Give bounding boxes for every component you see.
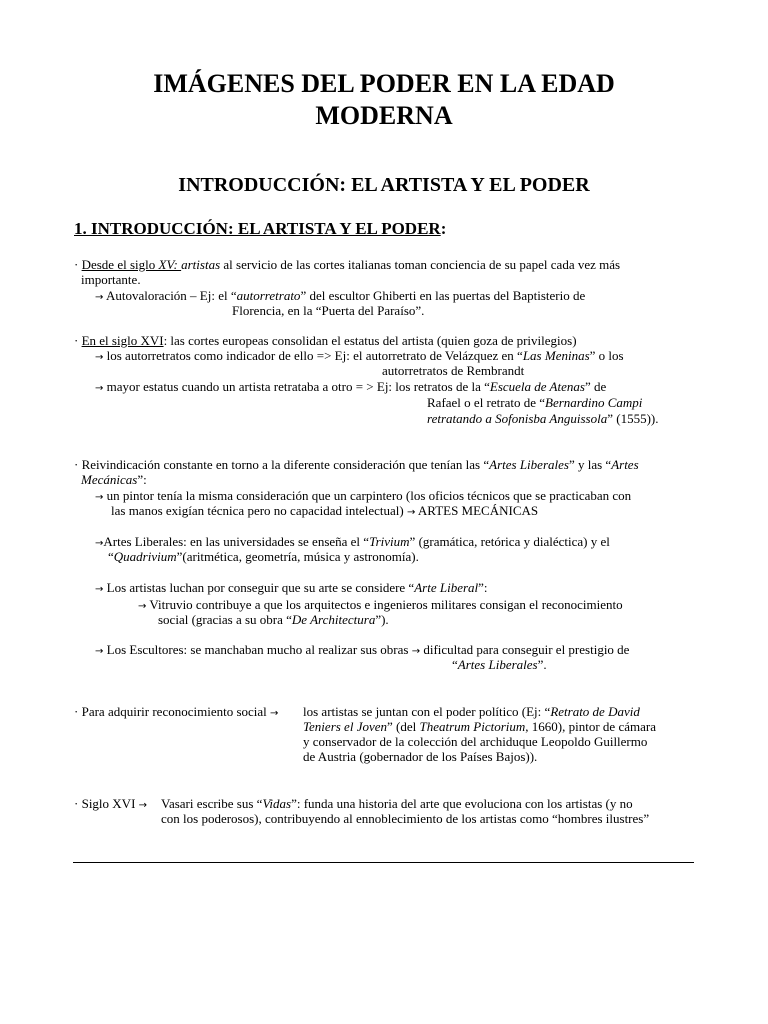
body-text: Reivindicación constante en torno a la diferente consideración que tenían las “ (81, 457, 490, 472)
italic-text: Quadrivium (113, 549, 177, 564)
body-text: Vitruvio contribuye a que los arquitectos e ingenieros militares consigan el reconocimiento (149, 597, 623, 612)
body-text: los artistas se juntan con el poder político (Ej: “ (303, 704, 551, 719)
horizontal-rule (73, 862, 694, 863)
body-text: un pintor tenía la misma consideración que un carpintero (los oficios técnicos que se practicaban con (106, 488, 632, 503)
paragraph-3-sub1-cont (111, 503, 538, 520)
underlined-text: Desde el siglo (81, 257, 159, 272)
paragraph-2-sub2-cont1 (427, 395, 642, 410)
arrow-icon: → (95, 584, 104, 595)
italic-text: artistas (181, 257, 221, 272)
body-text: los autorretratos como indicador de ello => Ej: el autorretrato de Velázquez en “ (106, 348, 523, 363)
bullet-mark: · (74, 457, 79, 472)
italic-text: Vidas (262, 796, 292, 811)
body-text: , 1660), pintor de cámara (525, 719, 656, 734)
paragraph-4-line4: de Austria (gobernador de los Países Bajos)). (303, 749, 538, 764)
italic-text: Bernardino Campi (545, 395, 643, 410)
paragraph-3-line1 (74, 457, 639, 472)
body-text: ”(aritmética, geometría, música y astronomía). (176, 549, 419, 564)
italic-text: Trivium (369, 534, 410, 549)
italic-text: Mecánicas (81, 472, 138, 487)
paragraph-2-sub1-cont: autorretratos de Rembrandt (382, 363, 525, 378)
underlined-text: En el siglo XVI (81, 333, 164, 348)
bullet-mark: · (74, 704, 79, 719)
italic-text: Artes Liberales (489, 457, 569, 472)
underlined-italic-text: XV: (158, 257, 182, 272)
paragraph-3-sub3 (95, 580, 488, 597)
document-title-line2: MODERNA (315, 101, 453, 130)
section-heading-colon: : (440, 219, 447, 238)
document-title-line1: IMÁGENES DEL PODER EN LA EDAD (153, 69, 615, 98)
body-text: ” del escultor Ghiberti en las puertas del Baptisterio de (300, 288, 586, 303)
body-text: ”. (537, 657, 547, 672)
paragraph-3-sub5 (95, 642, 629, 659)
paragraph-5-line1 (161, 796, 633, 811)
body-text: ARTES MECÁNICAS (417, 503, 539, 518)
italic-text: Artes Liberales (457, 657, 538, 672)
paragraph-4-line1 (303, 704, 640, 719)
body-text: ”: (137, 472, 147, 487)
bullet-mark: · (74, 796, 79, 811)
body-text: social (gracias a su obra “ (158, 612, 292, 627)
italic-text: Arte Liberal (414, 580, 479, 595)
body-text: al servicio de las cortes italianas toman conciencia de su papel cada vez más (220, 257, 621, 272)
paragraph-4-line3: y conservador de la colección del archiduque Leopoldo Guillermo (303, 734, 648, 749)
arrow-icon: → (411, 646, 421, 657)
body-text: ”: funda una historia del arte que evoluciona con los artistas (y no (291, 796, 633, 811)
body-text: ”: (478, 580, 488, 595)
body-text: Autovaloración – Ej: el “ (105, 288, 237, 303)
document-subtitle: INTRODUCCIÓN: EL ARTISTA Y EL PODER (178, 174, 590, 196)
body-text: ” (gramática, retórica y dialéctica) y el (409, 534, 610, 549)
italic-text: De Architectura (291, 612, 376, 627)
body-text: Para adquirir reconocimiento social (81, 704, 267, 719)
italic-text: Escuela de Atenas (489, 379, 585, 394)
paragraph-5-lead (74, 796, 147, 813)
paragraph-3-sub4-cont (158, 612, 389, 627)
section-heading (74, 219, 446, 239)
italic-text: Retrato de David (550, 704, 640, 719)
paragraph-4-lead (74, 704, 278, 721)
body-text: ” de (584, 379, 607, 394)
paragraph-3-line2 (81, 472, 147, 487)
italic-text: Artes (611, 457, 639, 472)
paragraph-1-sub1-cont: Florencia, en la “Puerta del Paraíso”. (232, 303, 425, 318)
paragraph-3-sub5-cont (452, 657, 547, 672)
italic-text: retratando a Sofonisba Anguissola (427, 411, 608, 426)
arrow-icon: → (95, 492, 104, 503)
arrow-icon: → (138, 601, 147, 612)
paragraph-4-line2 (303, 719, 656, 734)
body-text: Artes Liberales: en las universidades se enseña el “ (103, 534, 370, 549)
body-text: Los Escultores: se manchaban mucho al realizar sus obras (106, 642, 409, 657)
bullet-mark: · (74, 333, 79, 348)
body-text: dificultad para conseguir el prestigio de (423, 642, 630, 657)
italic-text: Theatrum Pictorium (419, 719, 526, 734)
body-text: Rafael o el retrato de “ (427, 395, 546, 410)
body-text: Los artistas luchan por conseguir que su arte se considere “ (106, 580, 415, 595)
arrow-icon: → (270, 708, 279, 719)
body-text: mayor estatus cuando un artista retrataba a otro = > Ej: los retratos de la “ (106, 379, 490, 394)
body-text: : las cortes europeas consolidan el estatus del artista (quien goza de privilegios) (163, 333, 577, 348)
arrow-icon: → (95, 383, 104, 394)
paragraph-1-line2: importante. (81, 272, 141, 287)
body-text: ” y las “ (568, 457, 612, 472)
paragraph-5-line2: con los poderosos), contribuyendo al ennoblecimiento de los artistas como “hombres ilustres” (161, 811, 650, 826)
paragraph-3-sub2-cont (108, 549, 419, 564)
italic-text: Las Meninas (522, 348, 590, 363)
body-text: ” (del (387, 719, 420, 734)
body-text: ”). (375, 612, 389, 627)
paragraph-2-sub2 (95, 379, 606, 396)
paragraph-1-line1 (74, 257, 620, 272)
paragraph-2-sub1 (95, 348, 624, 365)
body-text: “ (452, 657, 458, 672)
body-text: las manos exigían técnica pero no capacidad intelectual) (111, 503, 404, 518)
arrow-icon: → (95, 292, 104, 303)
body-text: “ (108, 549, 114, 564)
body-text: Siglo XVI (81, 796, 136, 811)
bullet-mark: · (74, 257, 79, 272)
paragraph-2-line1 (74, 333, 577, 348)
arrow-icon: → (138, 800, 148, 811)
paragraph-2-sub2-cont2 (427, 411, 658, 426)
arrow-icon: → (95, 352, 104, 363)
body-text: ” (1555)). (607, 411, 659, 426)
arrow-icon: → (406, 507, 416, 518)
section-heading-text: 1. INTRODUCCIÓN: EL ARTISTA Y EL PODER (74, 219, 441, 238)
body-text: ” o los (589, 348, 624, 363)
arrow-icon: → (95, 538, 104, 549)
italic-text: Teniers el Joven (303, 719, 387, 734)
arrow-icon: → (95, 646, 104, 657)
italic-text: autorretrato (236, 288, 301, 303)
body-text: Vasari escribe sus “ (161, 796, 263, 811)
